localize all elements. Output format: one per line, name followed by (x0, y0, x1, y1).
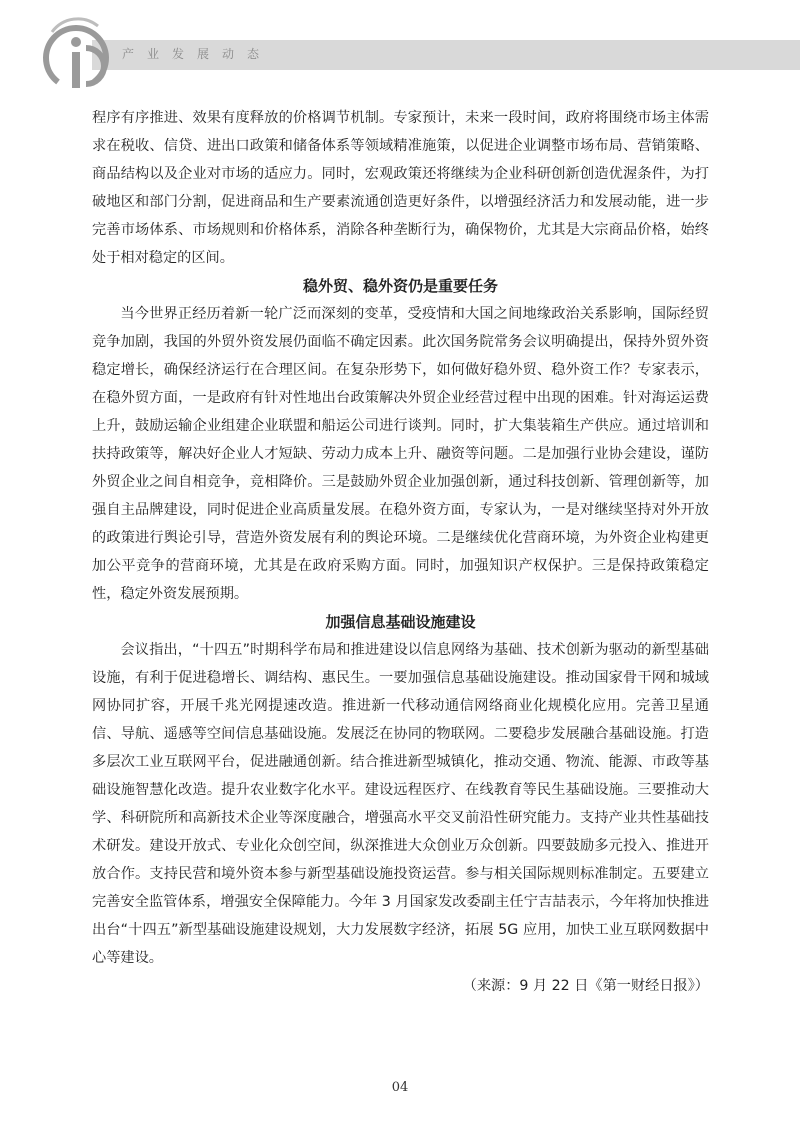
paragraph-infrastructure: 会议指出，“十四五”时期科学布局和推进建设以信息网络为基础、技术创新为驱动的新型基础设施，有利于促进稳增长、调结构、惠民生。一要加强信息基础设施建设。推动国家骨干网和城域网协同扩容，开展千兆光网提速改造。推进新一代移动通信网络商业化规模化应用。完善卫星通信、导航、遥感等空间信息基础设施。发展泛在协同的物联网。二要稳步发展融合基础设施。打造多层次工业互联网平台，促进融通创新。结合推进新型城镇化，推动交通、物流、能源、市政等基础设施智慧化改造。提升农业数字化水平。建设远程医疗、在线教育等民生基础设施。三要推动大学、科研院所和高新技术企业等深度融合，增强高水平交叉前沿性研究能力。支持产业共性基础技术研发。建设开放式、专业化众创空间，纵深推进大众创业万众创新。四要鼓励多元投入、推进开放合作。支持民营和境外资本参与新型基础设施投资运营。参与相关国际规则标准制定。五要建立完善安全监管体系，增强安全保障能力。今年 3 月国家发改委副主任宁吉喆表示，今年将加快推进出台“十四五”新型基础设施建设规划，大力发展数字经济，拓展 5G 应用，加快工业互联网数据中心等建设。 (92, 642, 709, 966)
source-citation: （来源：9 月 22 日《第一财经日报》） (462, 978, 709, 994)
section-heading-trade: 稳外贸、稳外资仍是重要任务 (302, 277, 498, 295)
paragraph-trade: 当今世界正经历着新一轮广泛而深刻的变革，受疫情和大国之间地缘政治关系影响，国际经贸竞争加剧，我国的外贸外资发展仍面临不确定因素。此次国务院常务会议明确提出，保持外贸外资稳定增长，确保经济运行在合理区间。在复杂形势下，如何做好稳外贸、稳外资工作？专家表示，在稳外贸方面，一是政府有针对性地出台政策解决外贸企业经营过程中出现的困难。针对海运运费上升，鼓励运输企业组建企业联盟和船运公司进行谈判。同时，扩大集装箱生产供应。通过培训和扶持政策等，解决好企业人才短缺、劳动力成本上升、融资等问题。二是加强行业协会建设，谨防外贸企业之间自相竞争，竞相降价。三是鼓励外贸企业加强创新，通过科技创新、管理创新等，加强自主品牌建设，同时促进企业高质量发展。在稳外资方面，专家认为，一是对继续坚持对外开放的政策进行舆论引导，营造外资发展有利的舆论环境。二是继续优化营商环境，为外资企业构建更加公平竞争的营商环境，尤其是在政府采购方面。同时，加强知识产权保护。三是保持政策稳定性，稳定外资发展预期。 (92, 306, 709, 602)
paragraph-intro: 程序有序推进、效果有度释放的价格调节机制。专家预计，未来一段时间，政府将围绕市场主体需求在税收、信贷、进出口政策和储备体系等领域精准施策，以促进企业调整市场布局、营销策略、商品结构以及企业对市场的适应力。同时，宏观政策还将继续为企业科研创新创造优渥条件，为打破地区和部门分割，促进商品和生产要素流通创造更好条件，以增强经济活力和发展动能，进一步完善市场体系、市场规则和价格体系，消除各种垄断行为，确保物价，尤其是大宗商品价格，始终处于相对稳定的区间。 (92, 110, 709, 266)
header-title: 产业发展动态 (122, 47, 273, 61)
article-body (92, 104, 709, 1000)
section-heading-infrastructure: 加强信息基础设施建设 (325, 613, 476, 631)
page-number: 04 (391, 1080, 409, 1095)
logo-icon (36, 12, 114, 100)
